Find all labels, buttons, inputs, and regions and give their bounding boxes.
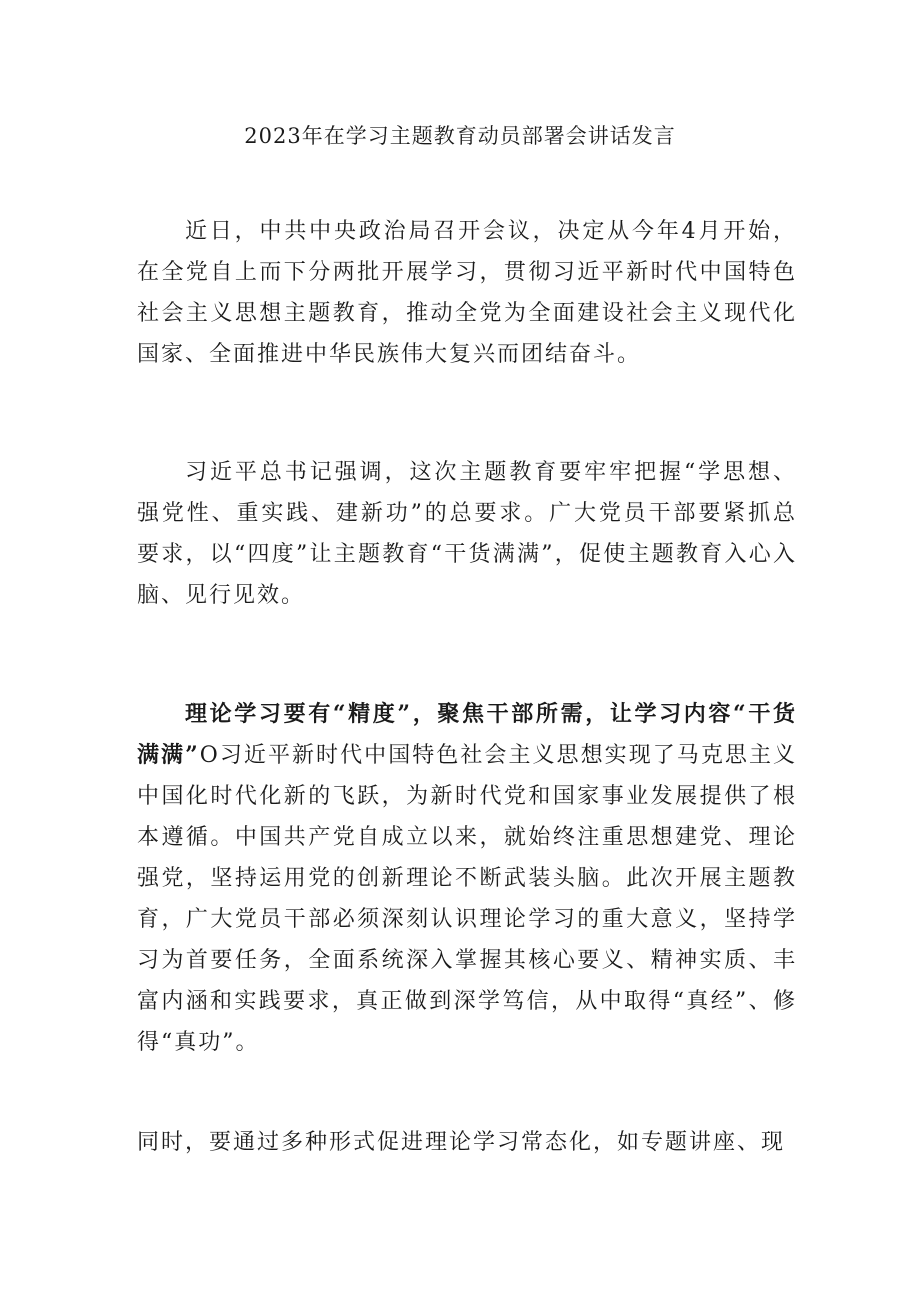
paragraph-body: O习近平新时代中国特色社会主义思想实现了马克思主义中国化时代化新的飞跃，为新时代党和国家事业发展提供了根本遵循。中国共产党自成立以来，就始终注重思想建党、理论强党，坚持运用党的创新理论不断武装头脑。此次开展主题教育，广大党员干部必须深刻认识理论学习的重大意义，坚持学习为首要任务，全面系统深入掌握其核心要义、精神实质、丰富内涵和实践要求，真正做到深学笃信，从中取得“真经”、修得“真功”。 — [137, 743, 798, 1055]
document-title: 2023年在学习主题教育动员部署会讲话发言 — [244, 124, 676, 148]
paragraph-continuation: 同时，要通过多种形式促进理论学习常态化，如专题讲座、现 — [137, 1130, 786, 1155]
paragraph-heading-bold: 理论学习要有“精度”，聚焦干部所需，让学习内容“干货满满” — [137, 701, 797, 768]
paragraph-intro: 近日，中共中央政治局召开会议，决定从今年4月开始，在全党自上而下分两批开展学习，贯彻习近平新时代中国特色社会主义思想主题教育，推动全党为全面建设社会主义现代化国家、全面推进中华民族伟大复兴而团结奋斗。 — [137, 219, 797, 367]
paragraph-theory-study — [137, 694, 797, 1063]
paragraph-requirements: 习近平总书记强调，这次主题教育要牢牢把握“学思想、强党性、重实践、建新功”的总要求。广大党员干部要紧抓总要求，以“四度”让主题教育“干货满满”，促使主题教育入心入脑、见行见效。 — [137, 460, 797, 608]
